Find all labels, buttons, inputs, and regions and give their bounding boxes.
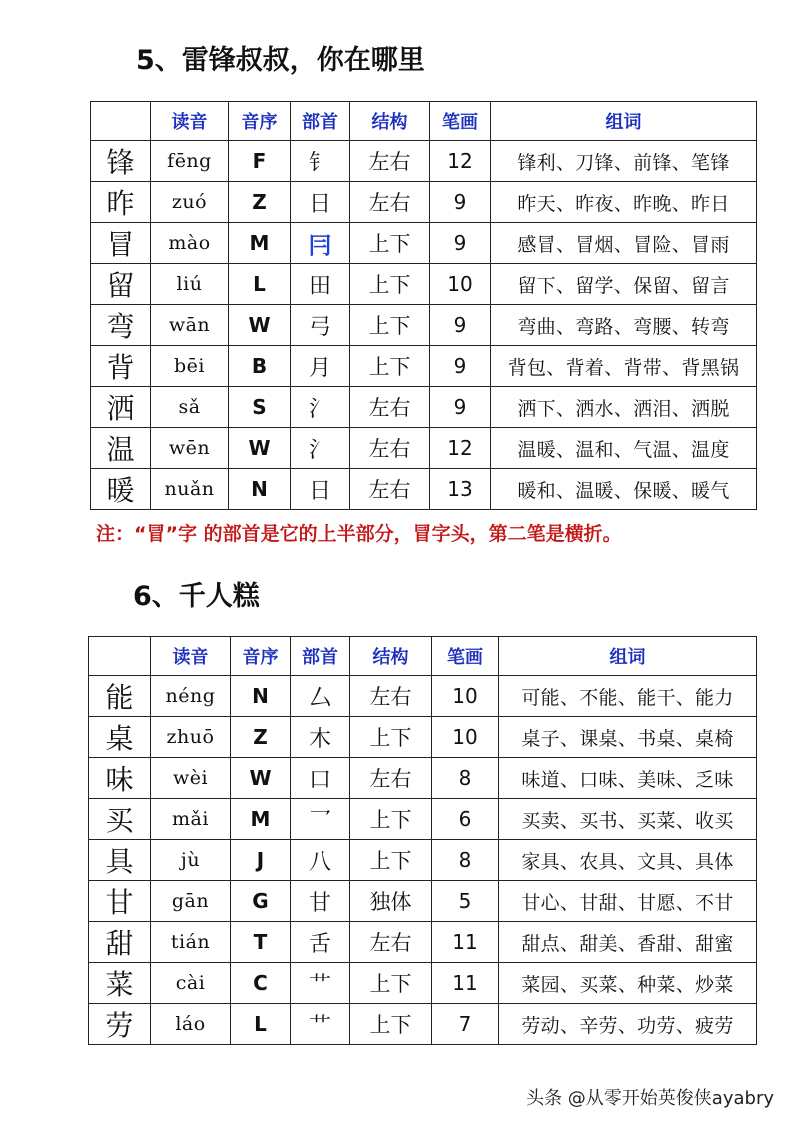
header-words: 组词 — [499, 637, 757, 676]
pinyin-cell: zhuō — [151, 717, 231, 758]
radical-cell-highlight: 冃 — [291, 223, 350, 264]
table-row — [89, 799, 757, 840]
char-cell: 味 — [89, 758, 151, 799]
radical-cell: 八 — [291, 840, 350, 881]
header-radical: 部首 — [291, 637, 350, 676]
radical-cell: 艹 — [291, 963, 350, 1004]
table-row — [89, 1004, 757, 1045]
char-cell: 劳 — [89, 1004, 151, 1045]
char-cell: 弯 — [91, 305, 151, 346]
order-cell: F — [229, 141, 291, 182]
order-cell: Z — [231, 717, 291, 758]
strokes-cell: 9 — [430, 305, 491, 346]
table-row — [91, 141, 757, 182]
structure-cell: 左右 — [350, 469, 430, 510]
words-cell: 洒下、洒水、洒泪、洒脱 — [491, 387, 757, 428]
radical-cell: 田 — [291, 264, 350, 305]
table-row — [89, 881, 757, 922]
radical-cell: 氵 — [291, 428, 350, 469]
radical-note: 注：“冒”字 的部首是它的上半部分，冒字头，第二笔是横折。 — [96, 523, 622, 545]
order-cell: C — [231, 963, 291, 1004]
radical-cell: 日 — [291, 182, 350, 223]
structure-cell: 上下 — [350, 1004, 432, 1045]
strokes-cell: 10 — [432, 676, 499, 717]
char-cell: 菜 — [89, 963, 151, 1004]
pinyin-cell: zuó — [151, 182, 229, 223]
table-row — [91, 223, 757, 264]
words-cell: 味道、口味、美味、乏味 — [499, 758, 757, 799]
structure-cell: 左右 — [350, 428, 430, 469]
pinyin-cell: sǎ — [151, 387, 229, 428]
header-strokes: 笔画 — [432, 637, 499, 676]
words-cell: 锋利、刀锋、前锋、笔锋 — [491, 141, 757, 182]
words-cell: 留下、留学、保留、留言 — [491, 264, 757, 305]
pinyin-cell: wēn — [151, 428, 229, 469]
table-row — [91, 182, 757, 223]
words-cell: 买卖、买书、买菜、收买 — [499, 799, 757, 840]
vocabulary-table — [90, 101, 757, 510]
radical-cell: 氵 — [291, 387, 350, 428]
structure-cell: 独体 — [350, 881, 432, 922]
char-cell: 甘 — [89, 881, 151, 922]
header-pinyin: 读音 — [151, 637, 231, 676]
radical-cell: 钅 — [291, 141, 350, 182]
order-cell: Z — [229, 182, 291, 223]
pinyin-cell: liú — [151, 264, 229, 305]
header-words: 组词 — [491, 102, 757, 141]
structure-cell: 左右 — [350, 387, 430, 428]
header-order: 音序 — [231, 637, 291, 676]
header-radical: 部首 — [291, 102, 350, 141]
table-row — [89, 717, 757, 758]
char-cell: 洒 — [91, 387, 151, 428]
header-structure: 结构 — [350, 102, 430, 141]
structure-cell: 上下 — [350, 223, 430, 264]
header-char — [91, 102, 151, 141]
words-cell: 弯曲、弯路、弯腰、转弯 — [491, 305, 757, 346]
pinyin-cell: bēi — [151, 346, 229, 387]
table-header — [91, 102, 757, 141]
structure-cell: 左右 — [350, 676, 432, 717]
pinyin-cell: jù — [151, 840, 231, 881]
pinyin-cell: mǎi — [151, 799, 231, 840]
vocabulary-table — [88, 636, 757, 1045]
table-row — [89, 963, 757, 1004]
radical-cell: 乛 — [291, 799, 350, 840]
structure-cell: 上下 — [350, 963, 432, 1004]
structure-cell: 上下 — [350, 840, 432, 881]
header-char — [89, 637, 151, 676]
char-cell: 背 — [91, 346, 151, 387]
pinyin-cell: tián — [151, 922, 231, 963]
radical-cell: 日 — [291, 469, 350, 510]
structure-cell: 左右 — [350, 922, 432, 963]
words-cell: 暖和、温暖、保暖、暖气 — [491, 469, 757, 510]
char-cell: 能 — [89, 676, 151, 717]
char-cell: 桌 — [89, 717, 151, 758]
lesson-title: 5、雷锋叔叔，你在哪里 — [136, 45, 425, 76]
words-cell: 温暖、温和、气温、温度 — [491, 428, 757, 469]
words-cell: 感冒、冒烟、冒险、冒雨 — [491, 223, 757, 264]
order-cell: J — [231, 840, 291, 881]
words-cell: 可能、不能、能干、能力 — [499, 676, 757, 717]
char-cell: 暖 — [91, 469, 151, 510]
order-cell: G — [231, 881, 291, 922]
pinyin-cell: wān — [151, 305, 229, 346]
table-row — [91, 428, 757, 469]
radical-cell: 月 — [291, 346, 350, 387]
strokes-cell: 8 — [432, 840, 499, 881]
radical-cell: 木 — [291, 717, 350, 758]
char-cell: 留 — [91, 264, 151, 305]
order-cell: W — [229, 428, 291, 469]
table-row — [91, 346, 757, 387]
pinyin-cell: wèi — [151, 758, 231, 799]
char-cell: 昨 — [91, 182, 151, 223]
words-cell: 劳动、辛劳、功劳、疲劳 — [499, 1004, 757, 1045]
char-cell: 甜 — [89, 922, 151, 963]
strokes-cell: 10 — [432, 717, 499, 758]
strokes-cell: 9 — [430, 387, 491, 428]
order-cell: N — [231, 676, 291, 717]
structure-cell: 左右 — [350, 182, 430, 223]
words-cell: 甘心、甘甜、甘愿、不甘 — [499, 881, 757, 922]
order-cell: T — [231, 922, 291, 963]
pinyin-cell: nuǎn — [151, 469, 229, 510]
words-cell: 桌子、课桌、书桌、桌椅 — [499, 717, 757, 758]
words-cell: 背包、背着、背带、背黑锅 — [491, 346, 757, 387]
order-cell: M — [231, 799, 291, 840]
structure-cell: 上下 — [350, 305, 430, 346]
pinyin-cell: néng — [151, 676, 231, 717]
order-cell: M — [229, 223, 291, 264]
structure-cell: 上下 — [350, 799, 432, 840]
lesson-title: 6、千人糕 — [133, 581, 260, 612]
header-order: 音序 — [229, 102, 291, 141]
radical-cell: 厶 — [291, 676, 350, 717]
header-strokes: 笔画 — [430, 102, 491, 141]
structure-cell: 左右 — [350, 758, 432, 799]
order-cell: W — [229, 305, 291, 346]
strokes-cell: 8 — [432, 758, 499, 799]
order-cell: W — [231, 758, 291, 799]
strokes-cell: 12 — [430, 141, 491, 182]
char-cell: 锋 — [91, 141, 151, 182]
strokes-cell: 7 — [432, 1004, 499, 1045]
table-row — [89, 922, 757, 963]
strokes-cell: 11 — [432, 963, 499, 1004]
order-cell: B — [229, 346, 291, 387]
table-row — [91, 264, 757, 305]
words-cell: 昨天、昨夜、昨晚、昨日 — [491, 182, 757, 223]
order-cell: L — [231, 1004, 291, 1045]
pinyin-cell: gān — [151, 881, 231, 922]
strokes-cell: 13 — [430, 469, 491, 510]
radical-cell: 口 — [291, 758, 350, 799]
pinyin-cell: cài — [151, 963, 231, 1004]
structure-cell: 上下 — [350, 346, 430, 387]
char-cell: 冒 — [91, 223, 151, 264]
header-pinyin: 读音 — [151, 102, 229, 141]
source-watermark-caption: 头条 @从零开始英俊侠ayabry — [526, 1088, 774, 1109]
order-cell: N — [229, 469, 291, 510]
pinyin-cell: fēng — [151, 141, 229, 182]
table-header — [89, 637, 757, 676]
table-row — [91, 469, 757, 510]
words-cell: 家具、农具、文具、具体 — [499, 840, 757, 881]
order-cell: S — [229, 387, 291, 428]
strokes-cell: 12 — [430, 428, 491, 469]
table-row — [91, 387, 757, 428]
strokes-cell: 10 — [430, 264, 491, 305]
char-cell: 买 — [89, 799, 151, 840]
pinyin-cell: láo — [151, 1004, 231, 1045]
table-row — [89, 676, 757, 717]
order-cell: L — [229, 264, 291, 305]
strokes-cell: 9 — [430, 346, 491, 387]
words-cell: 甜点、甜美、香甜、甜蜜 — [499, 922, 757, 963]
strokes-cell: 9 — [430, 182, 491, 223]
char-cell: 温 — [91, 428, 151, 469]
strokes-cell: 6 — [432, 799, 499, 840]
header-structure: 结构 — [350, 637, 432, 676]
strokes-cell: 9 — [430, 223, 491, 264]
words-cell: 菜园、买菜、种菜、炒菜 — [499, 963, 757, 1004]
table-row — [89, 758, 757, 799]
radical-cell: 舌 — [291, 922, 350, 963]
strokes-cell: 11 — [432, 922, 499, 963]
char-cell: 具 — [89, 840, 151, 881]
structure-cell: 上下 — [350, 717, 432, 758]
table-row — [91, 305, 757, 346]
structure-cell: 上下 — [350, 264, 430, 305]
strokes-cell: 5 — [432, 881, 499, 922]
structure-cell: 左右 — [350, 141, 430, 182]
radical-cell: 甘 — [291, 881, 350, 922]
pinyin-cell: mào — [151, 223, 229, 264]
radical-cell: 弓 — [291, 305, 350, 346]
table-row — [89, 840, 757, 881]
radical-cell: 艹 — [291, 1004, 350, 1045]
